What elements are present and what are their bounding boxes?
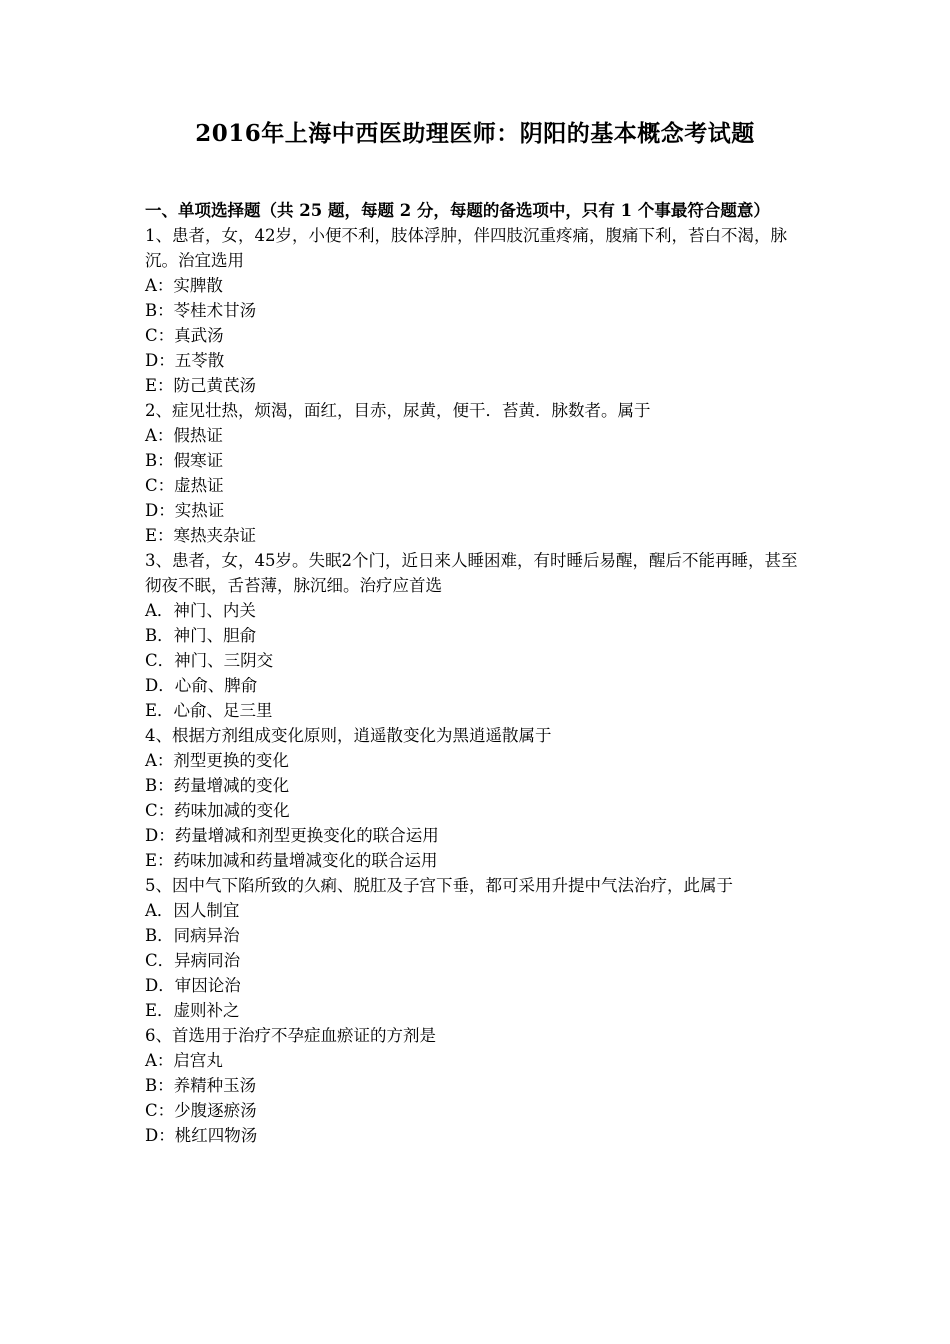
answer-option: B．神门、胆俞 — [145, 626, 257, 645]
answer-option: D．审因论治 — [145, 976, 241, 995]
question-stem: 5、因中气下陷所致的久痢、脱肛及子宫下垂，都可采用升提中气法治疗，此属于 — [145, 876, 733, 895]
answer-option: A．神门、内关 — [145, 601, 256, 620]
answer-option: D：实热证 — [145, 501, 225, 520]
answer-option: E：防己黄芪汤 — [145, 376, 257, 395]
answer-option: D：药量增减和剂型更换变化的联合运用 — [145, 826, 439, 845]
answer-option: C：真武汤 — [145, 326, 224, 345]
question-block — [145, 398, 810, 548]
question-block — [145, 548, 810, 723]
question-stem: 6、首选用于治疗不孕症血瘀证的方剂是 — [145, 1026, 436, 1045]
section-heading: 一、单项选择题（共 25 题，每题 2 分，每题的备选项中，只有 1 个事最符合题意） — [145, 201, 770, 220]
answer-option: C．神门、三阴交 — [145, 651, 274, 670]
question-block — [145, 723, 810, 873]
answer-option: E．心俞、足三里 — [145, 701, 273, 720]
answer-option: D．心俞、脾俞 — [145, 676, 258, 695]
answer-option: B：假寒证 — [145, 451, 224, 470]
answer-option: C：药味加减的变化 — [145, 801, 290, 820]
question-block — [145, 1023, 810, 1148]
answer-option: A：启宫丸 — [145, 1051, 223, 1070]
question-block — [145, 223, 810, 398]
answer-option: B：药量增减的变化 — [145, 776, 290, 795]
answer-option: C．异病同治 — [145, 951, 241, 970]
answer-option: E：药味加减和药量增减变化的联合运用 — [145, 851, 438, 870]
question-stem: 2、症见壮热，烦渴，面红，目赤，尿黄，便干．苔黄．脉数者。属于 — [145, 401, 651, 420]
answer-option: C：虚热证 — [145, 476, 224, 495]
answer-option: B：苓桂术甘汤 — [145, 301, 257, 320]
answer-option: A：剂型更换的变化 — [145, 751, 289, 770]
document-title: 2016年上海中西医助理医师：阴阳的基本概念考试题 — [195, 120, 755, 147]
answer-option: A：假热证 — [145, 426, 223, 445]
answer-option: A：实脾散 — [145, 276, 223, 295]
answer-option: A．因人制宜 — [145, 901, 240, 920]
answer-option: E．虚则补之 — [145, 1001, 240, 1020]
answer-option: D：桃红四物汤 — [145, 1126, 258, 1145]
question-list — [145, 223, 810, 1148]
question-stem: 3、患者，女，45岁。失眠2个门，近日来人睡困难，有时睡后易醒，醒后不能再睡，甚至彻夜不眠，舌苔薄，脉沉细。治疗应首选 — [145, 551, 798, 595]
question-stem: 4、根据方剂组成变化原则，逍遥散变化为黑逍遥散属于 — [145, 726, 552, 745]
answer-option: B．同病异治 — [145, 926, 240, 945]
answer-option: D：五苓散 — [145, 351, 225, 370]
question-block — [145, 873, 810, 1023]
answer-option: B：养精种玉汤 — [145, 1076, 257, 1095]
answer-option: C：少腹逐瘀汤 — [145, 1101, 257, 1120]
answer-option: E：寒热夹杂证 — [145, 526, 257, 545]
document-body — [145, 198, 810, 1148]
question-stem: 1、患者，女，42岁，小便不利，肢体浮肿，伴四肢沉重疼痛，腹痛下利，苔白不渴，脉沉。治宜选用 — [145, 226, 787, 270]
